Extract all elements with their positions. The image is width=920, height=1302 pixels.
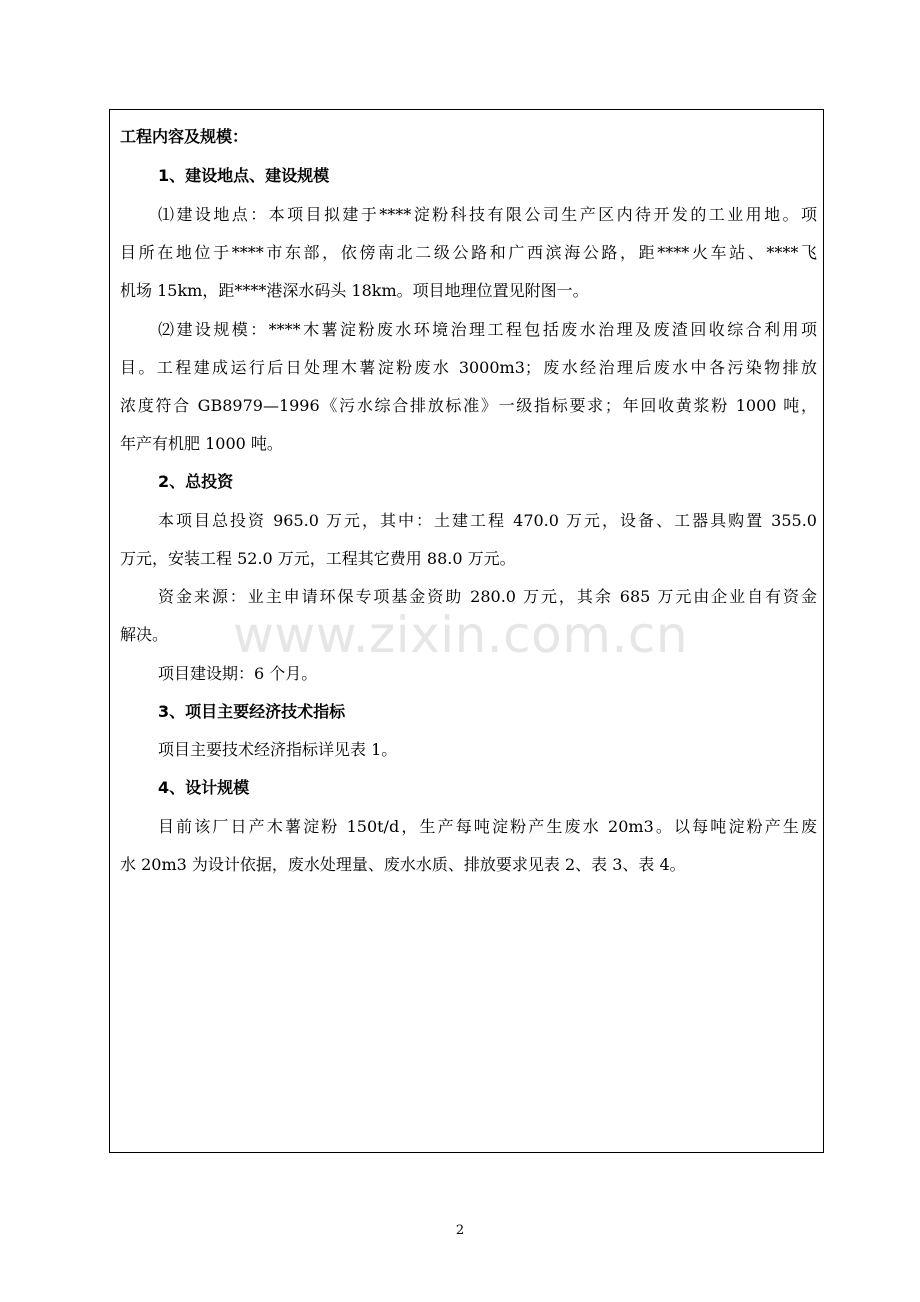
page-number: 2 xyxy=(455,1223,465,1238)
paragraph-line: 项目建设期：6 个月。 xyxy=(158,664,318,683)
paragraph-line: 机场 15km，距****港深水码头 18km。项目地理位置见附图一。 xyxy=(120,281,589,300)
paragraph-line: 浓度符合 GB8979—1996《污水综合排放标准》一级指标要求；年回收黄浆粉 1000 吨， xyxy=(120,396,817,415)
section-heading-4: 4、设计规模 xyxy=(158,778,250,797)
paragraph-line: 年产有机肥 1000 吨。 xyxy=(120,434,283,453)
section-heading-3: 3、项目主要经济技术指标 xyxy=(158,702,346,721)
paragraph-line: 目前该厂日产木薯淀粉 150t/d，生产每吨淀粉产生废水 20m3。以每吨淀粉产生废 xyxy=(158,817,817,836)
watermark: www.zixin.com.cn xyxy=(233,606,689,664)
paragraph-line: 目。工程建成运行后日处理木薯淀粉废水 3000m3；废水经治理后废水中各污染物排放 xyxy=(120,358,817,377)
paragraph-line: 资金来源：业主申请环保专项基金资助 280.0 万元，其余 685 万元由企业自有资金 xyxy=(158,587,817,606)
section-heading-1: 1、建设地点、建设规模 xyxy=(158,166,330,185)
paragraph-line: 本项目总投资 965.0 万元，其中：土建工程 470.0 万元，设备、工器具购置 355.0 xyxy=(158,511,817,530)
paragraph-line: 水 20m3 为设计依据，废水处理量、废水水质、排放要求见表 2、表 3、表 4。 xyxy=(120,855,686,874)
section-title: 工程内容及规模： xyxy=(120,127,249,146)
paragraph-line: 解决。 xyxy=(120,625,169,644)
paragraph-line: 万元，安装工程 52.0 万元，工程其它费用 88.0 万元。 xyxy=(120,549,516,568)
paragraph-line: ⑵建设规模：****木薯淀粉废水环境治理工程包括废水治理及废渣回收综合利用项 xyxy=(158,320,817,339)
content-frame xyxy=(109,109,824,1153)
paragraph-line: 项目主要技术经济指标详见表 1。 xyxy=(158,740,398,759)
paragraph-line: ⑴建设地点：本项目拟建于****淀粉科技有限公司生产区内待开发的工业用地。项 xyxy=(158,205,817,224)
paragraph-line: 目所在地位于****市东部，依傍南北二级公路和广西滨海公路，距****火车站、****飞 xyxy=(120,243,817,262)
section-heading-2: 2、总投资 xyxy=(158,472,234,491)
